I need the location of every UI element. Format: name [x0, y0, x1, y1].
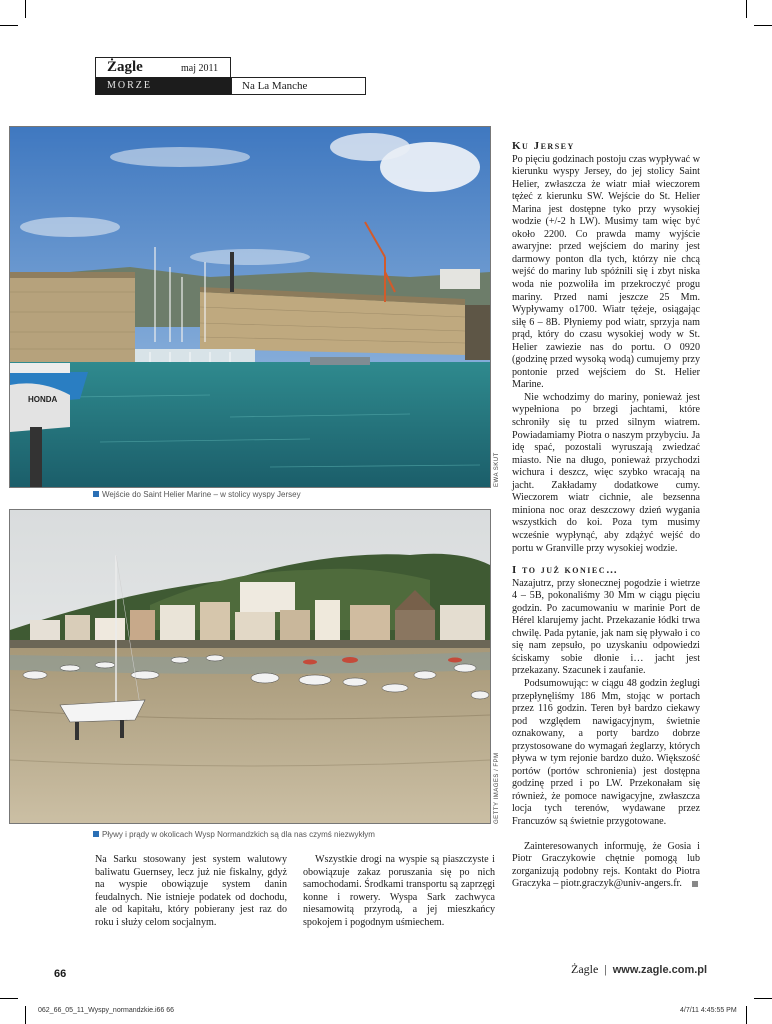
crop-mark: [746, 0, 747, 18]
print-slug-timestamp: 4/7/11 4:45:55 PM: [680, 1007, 737, 1014]
photo2-credit: GETTY IMAGES / FPM: [494, 752, 500, 824]
running-header: [95, 57, 366, 95]
footer-website-link[interactable]: www.zagle.com.pl: [612, 964, 708, 976]
paragraph-spacer: [512, 829, 700, 841]
crop-mark: [0, 998, 18, 999]
footer-separator: |: [604, 962, 607, 976]
article-paragraph: Na Sarku stosowany jest system walutowy baliwatu Guernsey, lecz już nie fiskalny, gdyż na wyspie obowiązuje system danin feudalnych. Nie istnieje podatek od dochodu, ale od kapitału, który pobierany jest raz do roku i służy celom socjalnym.: [95, 854, 287, 928]
section-heading-ku-jersey: Ku Jersey: [512, 140, 575, 152]
crop-mark: [0, 25, 18, 26]
article-paragraph: Nazajutrz, przy słonecznej pogodzie i wietrze 4 – 5B, pokonaliśmy 30 Mm w ciągu pięciu godzin. Po zacumowaniu w marinie Port de Hérel klarujemy jacht. Przekazanie łódki trwa chwilę. Pada pytanie, jak nam się pływało i co się nam zepsuło, po uzyskaniu odpowiedzi ściskamy sobie dłonie i… jacht jest przekazany. Szacunek i zaufanie.: [512, 577, 700, 677]
footer-magazine-name: Żagle: [571, 962, 599, 976]
harbor-illustration: [10, 510, 490, 823]
photo1-caption-text: Wejście do Saint Helier Marine – w stolicy wyspy Jersey: [102, 490, 301, 499]
article-paragraph-contact: [512, 841, 700, 891]
photo-low-tide-harbor: [9, 509, 491, 824]
header-topic: Na La Manche: [231, 77, 366, 95]
page-number: 66: [54, 968, 67, 980]
photo-saint-helier-marina: [9, 126, 491, 488]
photo1-caption: [93, 490, 301, 499]
crop-mark: [25, 0, 26, 18]
photo2-caption-text: Pływy i prądy w okolicach Wysp Normandzkich są dla nas czymś niezwykłym: [102, 830, 375, 839]
caption-marker-icon: [93, 831, 99, 837]
right-article-column: [512, 140, 700, 891]
caption-marker-icon: [93, 491, 99, 497]
marina-illustration: [10, 127, 490, 487]
crop-mark: [746, 1006, 747, 1024]
print-slug-filename: 062_66_05_11_Wyspy_normandzkie.i66 66: [38, 1007, 175, 1014]
crop-mark: [25, 1006, 26, 1024]
photo2-caption: [93, 830, 375, 839]
section-heading-koniec: I to już koniec…: [512, 564, 619, 577]
section-spacer: [512, 555, 700, 564]
photo1-credit: EWA SKUT: [494, 452, 500, 487]
bottom-middle-column: [303, 854, 495, 929]
end-of-article-icon: [692, 881, 698, 887]
crop-mark: [754, 998, 772, 999]
article-paragraph: Podsumowując: w ciągu 48 godzin żeglugi przepłynęliśmy 186 Mm, stojąc w portach przez 116 godzin. Teren był bardzo ciekawy pod względem nawigacyjnym, świetnie oznakowany, a porty bardzo dobrze przystosowane do wymagań żeglarzy, których pływa w tym rejonie bardzo dużo. Większość portów (portów schronienia) jest dostępna godzinę przed i po LW. Przekonałam się również, że pomoce nawigacyjne, zwłaszcza locja tych terenów, wydawane przez Francuzów są świetnie przygotowane.: [512, 677, 700, 827]
crop-mark: [754, 25, 772, 26]
motor-brand-text: HONDA: [28, 395, 58, 404]
header-section: MORZE: [95, 77, 231, 95]
article-paragraph: Wszystkie drogi na wyspie są piaszczyste i obowiązuje zakaz poruszania się po nich samochodami. Środkami transportu są zaprzęgi konne i rowery. Wyspa Sark zachwyca niesamowitą przyrodą, a jej mieszkańcy spokojem i pogodnym uśmiechem.: [303, 854, 495, 928]
bottom-left-column: [95, 854, 287, 929]
header-top-box: [95, 57, 231, 77]
contact-text: Zainteresowanych informuję, że Gosia i Piotr Graczykowie chętnie pomogą lub zorganizują podobny rejs. Kontakt do Piotra Graczyka – piotr.graczyk@univ-angers.fr.: [512, 840, 700, 890]
article-paragraph: Nie wchodzimy do mariny, ponieważ jest wypełniona po brzegi jachtami, które schroniły się tu przed silnym wiatrem. Powiadamiamy Piotra o naszym przybyciu. Ja idę spać, pozostali wyruszają zwiedzać miasto. Nie na długo, ponieważ przychodzi wichura i deszcz, więc szybko wracają na jacht. Zakładamy dodatkowe cumy. Wieczorem wiatr cichnie, ale bezsenna miniona noc oraz deszczowy dzień wygania wszystkich do koi. Poza tym musimy wcześnie wypłynąć, aby zdążyć wejść do portu w Granville przy wysokiej wodzie.: [512, 391, 700, 554]
header-magazine-name: Żagle: [107, 59, 143, 75]
article-paragraph: Po pięciu godzinach postoju czas wypływać w kierunku wyspy Jersey, do jej stolicy Saint Helier, zwłaszcza że wiatr miał wieczorem tężeć z kierunku SW. Wejście do St. Helier Marina jest dostępne tyko przy wysokiej wodzie (+/-2 h LW). Musimy tam więc być około 2200. Co prawda mamy wyjście awaryjne: przed wejściem do mariny jest darmowy ponton dla tych, którzy nie chcą wejść do mariny lub spóźnili się i zbyt niska woda nie pozwoliła im przekroczyć progu mariny. Przed nami jeszcze 25 Mm. Wypływamy o1700. Wiatr tężeje, osiągając siłę 6 – 8B. Płyniemy pod wiatr, sprzyja nam prąd, który do czasu wysokiej wody w St. Helier zawiezie nas do portu. O 0920 (godzinę przed wysoką wodą) cumujemy przy pontonie przed wejściem do St. Helier Marine.: [512, 153, 700, 391]
header-issue-date: maj 2011: [181, 63, 219, 74]
footer-brand: [571, 962, 707, 977]
